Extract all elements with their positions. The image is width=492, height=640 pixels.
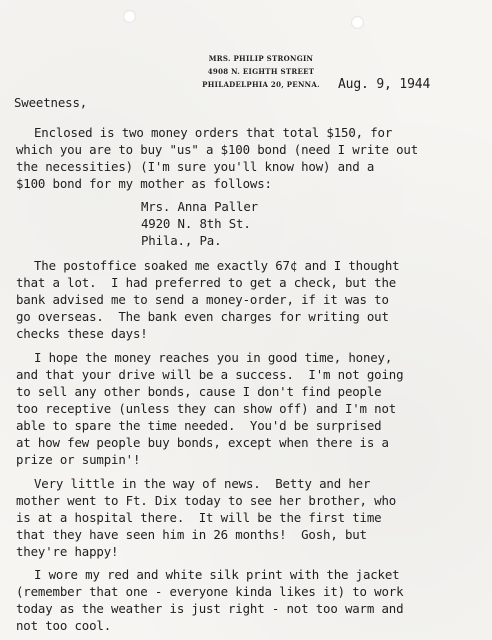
para4-line: mother went to Ft. Dix today to see her brother, who [16,493,397,508]
letterhead [186,52,336,91]
para5-line: not too cool. [16,618,112,633]
para1-line: $100 bond for my mother as follows: [16,176,272,191]
punch-hole [123,10,136,23]
para3-line: to sell any other bonds, cause I don't find people [16,384,382,399]
para5-line: (remember that one - everyone kinda likes it) to work [16,584,404,599]
para1-line: Enclosed is two money orders that total $150, for [34,125,393,140]
para3-line: and that your drive will be a success. I'm not going [16,367,404,382]
address-line: Mrs. Anna Paller [141,199,258,214]
para3-line: I hope the money reaches you in good time, honey, [34,350,393,365]
para5-line: I wore my red and white silk print with the jacket [34,567,400,582]
punch-hole [351,16,364,29]
para4-line: is at a hospital there. It will be the first time [16,510,382,525]
para5-line: today as the weather is just right - not too warm and [16,601,404,616]
para2-line: The postoffice soaked me exactly 67¢ and I thought [34,258,400,273]
para3-line: able to spare the time needed. You'd be surprised [16,418,382,433]
para2-line: checks these days! [16,326,148,341]
letter-date: Aug. 9, 1944 [338,77,431,92]
address-line: Phila., Pa. [141,233,222,248]
para1-line: the necessities) (I'm sure you'll know how) and a [16,159,375,174]
letterhead-street: 4908 N. EIGHTH STREET [207,67,315,76]
para4-line: they're happy! [16,544,119,559]
address-line: 4920 N. 8th St. [141,216,251,231]
para2-line: go overseas. The bank even charges for writing out [16,309,389,324]
letterhead-city: PHILADELPHIA 20, PENNA. [202,80,320,89]
para3-line: at how few people buy bonds, except when there is a [16,435,389,450]
para2-line: bank advised me to send a money-order, if it was to [16,292,389,307]
para4-line: that they have seen him in 26 months! Gosh, but [16,527,367,542]
para2-line: that a lot. I had preferred to get a check, but the [16,275,397,290]
letterhead-name: MRS. PHILIP STRONGIN [208,54,314,63]
para3-line: prize or sumpin'! [16,452,141,467]
para4-line: Very little in the way of news. Betty and her [34,476,371,491]
para1-line: which you are to buy "us" a $100 bond (need I write out [16,142,419,157]
para3-line: too receptive (unless they can show off) and I'm not [16,401,397,416]
salutation: Sweetness, [14,95,88,110]
